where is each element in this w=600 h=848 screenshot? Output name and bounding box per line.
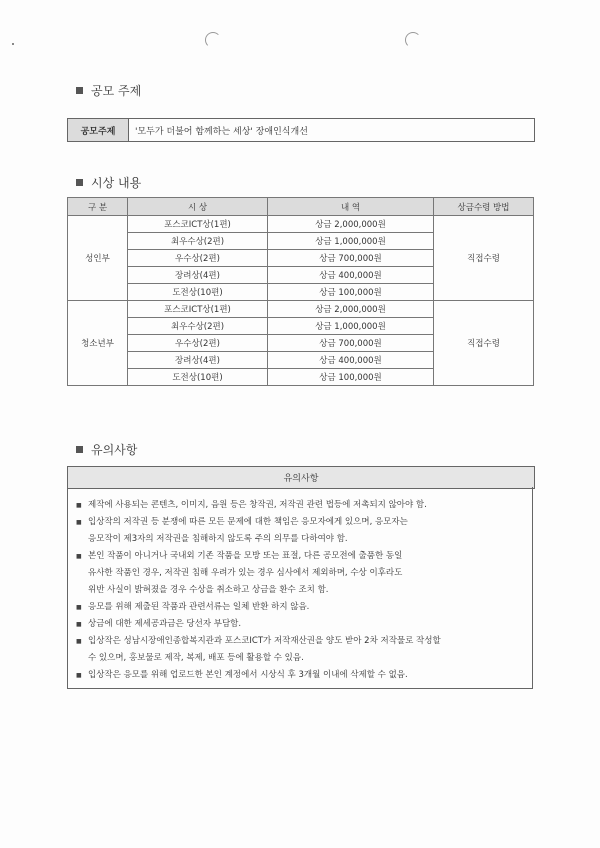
- list-item: [76, 599, 526, 616]
- table-row: [68, 216, 534, 233]
- list-item: [76, 667, 526, 684]
- award-cell: 최우수상(2편): [128, 318, 268, 335]
- square-bullet-icon: [76, 87, 83, 94]
- scan-speck: [12, 43, 14, 45]
- header-method: 상금수령 방법: [434, 198, 534, 216]
- topic-label: 공모주제: [68, 119, 129, 141]
- award-cell: 도전상(10편): [128, 284, 268, 301]
- detail-cell: 상금 100,000원: [268, 284, 434, 301]
- list-item: [76, 633, 526, 667]
- award-cell: 포스코ICT상(1편): [128, 301, 268, 318]
- square-bullet-icon: [76, 179, 83, 186]
- header-detail: 내 역: [268, 198, 434, 216]
- notice-line: ■ 입상작은 응모를 위해 업로드한 본인 계정에서 시상식 후 3개월 이내에 삭제할 수 없음.: [88, 670, 408, 680]
- detail-cell: 상금 1,000,000원: [268, 318, 434, 335]
- header-award: 시 상: [128, 198, 268, 216]
- award-cell: 최우수상(2편): [128, 233, 268, 250]
- award-cell: 우수상(2편): [128, 250, 268, 267]
- section-heading-prizes: [76, 174, 141, 191]
- section-heading-topic: [76, 82, 141, 99]
- table-row: [68, 301, 534, 318]
- notice-line: ■ 입상작의 저작권 등 분쟁에 따른 모든 문제에 대한 책임은 응모자에게 있으며, 응모자는: [88, 517, 408, 527]
- detail-cell: 상금 400,000원: [268, 352, 434, 369]
- topic-box: [67, 118, 535, 142]
- notice-line: ■ 제작에 사용되는 콘텐츠, 이미지, 음원 등은 창작권, 저작권 관련 법등에 저촉되지 않아야 함.: [88, 500, 427, 510]
- notice-line: ■ 입상작은 성남시장애인종합복지관과 포스코ICT가 저작재산권을 양도 받아 2차 저작물로 작성할: [88, 636, 441, 646]
- detail-cell: 상금 1,000,000원: [268, 233, 434, 250]
- header-category: 구 분: [68, 198, 128, 216]
- notice-line: 유사한 작품인 경우, 저작권 침해 우려가 있는 경우 심사에서 제외하며, 수상 이후라도: [88, 568, 403, 578]
- notice-line: 응모작이 제3자의 저작권을 침해하지 않도록 주의 의무를 다하여야 함.: [88, 534, 348, 544]
- notice-line: ■ 본인 작품이 아니거나 국내외 기존 작품을 모방 또는 표절, 다른 공모전에 출품한 동일: [88, 551, 403, 561]
- notice-line: 수 있으며, 홍보물로 제작, 복제, 배포 등에 활용할 수 있음.: [88, 653, 304, 663]
- section-heading-notice: [76, 441, 137, 458]
- award-cell: 장려상(4편): [128, 352, 268, 369]
- award-cell: 도전상(10편): [128, 369, 268, 386]
- list-item: [76, 616, 526, 633]
- notice-header: 유의사항: [67, 466, 535, 489]
- list-item: [76, 497, 526, 514]
- award-cell: 포스코ICT상(1편): [128, 216, 268, 233]
- punch-hole-left: [205, 32, 221, 48]
- punch-hole-right: [405, 32, 421, 48]
- notice-line: ■ 응모를 위해 제출된 작품과 관련서류는 일체 반환 하지 않음.: [88, 602, 310, 612]
- section-title: 시상 내용: [91, 176, 142, 190]
- detail-cell: 상금 2,000,000원: [268, 216, 434, 233]
- method-cell: 직접수령: [434, 216, 534, 301]
- prize-table: [67, 197, 534, 386]
- detail-cell: 상금 2,000,000원: [268, 301, 434, 318]
- topic-value: '모두가 더불어 함께하는 세상' 장애인식개선: [135, 126, 308, 137]
- square-bullet-icon: [76, 446, 83, 453]
- award-cell: 우수상(2편): [128, 335, 268, 352]
- section-title: 유의사항: [91, 443, 138, 457]
- group-name: 청소년부: [68, 301, 128, 386]
- detail-cell: 상금 100,000원: [268, 369, 434, 386]
- notice-line: ■ 상금에 대한 제세공과금은 당선자 부담함.: [88, 619, 242, 629]
- notice-line: 위반 사실이 밝혀졌을 경우 수상을 취소하고 상금을 환수 조치 함.: [88, 585, 329, 595]
- detail-cell: 상금 400,000원: [268, 267, 434, 284]
- detail-cell: 상금 700,000원: [268, 335, 434, 352]
- list-item: [76, 548, 526, 599]
- method-cell: 직접수령: [434, 301, 534, 386]
- table-header-row: [68, 198, 534, 216]
- award-cell: 장려상(4편): [128, 267, 268, 284]
- group-name: 성인부: [68, 216, 128, 301]
- list-item: [76, 514, 526, 548]
- section-title: 공모 주제: [91, 84, 142, 98]
- notice-list: [76, 497, 526, 684]
- detail-cell: 상금 700,000원: [268, 250, 434, 267]
